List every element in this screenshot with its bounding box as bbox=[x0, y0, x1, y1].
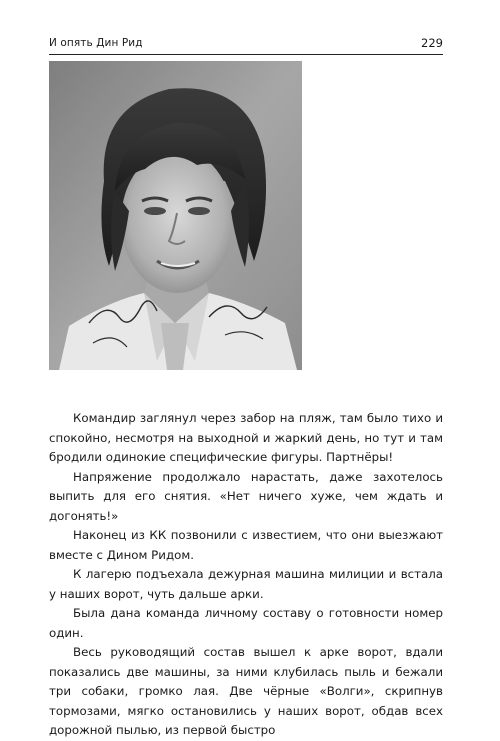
page-number: 229 bbox=[421, 36, 443, 50]
body-text bbox=[49, 409, 443, 741]
paragraph-5: Была дана команда личному составу о готовности номер один. bbox=[49, 606, 443, 640]
paragraph-2: Напряжение продолжало нарастать, даже захотелось выпить для его снятия. «Нет ничего хуже, чем ждать и догонять!» bbox=[49, 469, 443, 523]
running-header bbox=[49, 37, 443, 53]
paragraph-3: Наконец из КК позвонили с известием, что они выезжают вместе с Дином Ридом. bbox=[49, 528, 443, 562]
paragraph-1: Командир заглянул через забор на пляж, там было тихо и спокойно, несмотря на выходной и жаркий день, но тут и там бродили одинокие специфические фигуры. Партнёры! bbox=[49, 411, 443, 464]
portrait-photo bbox=[49, 61, 302, 370]
paragraph-4: К лагерю подъехала дежурная машина милиции и встала у наших ворот, чуть дальше арки. bbox=[49, 567, 443, 601]
header-rule bbox=[49, 54, 443, 55]
paragraph-6: Весь руководящий состав вышел к арке ворот, вдали показались две машины, за ними клубилась пыль и бежали три собаки, громко лая. Две чёрные «Волги», скрипнув тормозами, мягко остановились у наших ворот, обдав всех дорожной пылью, из первой быстро bbox=[49, 645, 443, 737]
running-title: И опять Дин Рид bbox=[49, 37, 143, 49]
portrait-photo-icon bbox=[49, 61, 302, 370]
